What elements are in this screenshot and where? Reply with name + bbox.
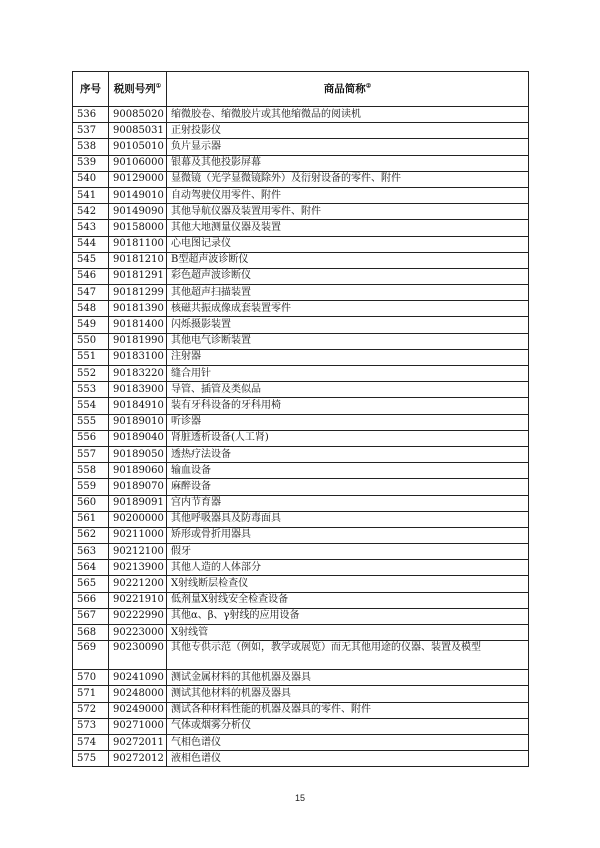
name-cell: 其他专供示范（例如，教学或展览）而无其他用途的仪器、装置及模型 [167, 641, 529, 670]
page-number: 15 [294, 793, 305, 803]
seq-cell: 550 [73, 333, 109, 349]
seq-cell: 553 [73, 382, 109, 398]
name-cell: 显微镜（光学显微镜除外）及衍射设备的零件、附件 [167, 171, 529, 187]
table-row [73, 414, 529, 430]
name-cell: 液相色谱仪 [167, 751, 529, 767]
seq-cell: 548 [73, 301, 109, 317]
seq-cell: 540 [73, 171, 109, 187]
table-row [73, 544, 529, 560]
seq-cell: 561 [73, 511, 109, 527]
seq-cell: 572 [73, 702, 109, 718]
table-row [73, 560, 529, 576]
seq-cell: 551 [73, 349, 109, 365]
table-row [73, 139, 529, 155]
table-row [73, 463, 529, 479]
name-cell: B型超声波诊断仪 [167, 252, 529, 268]
name-cell: 其他电气诊断装置 [167, 333, 529, 349]
name-cell: 宫内节育器 [167, 495, 529, 511]
code-cell: 90106000 [109, 155, 167, 171]
seq-cell: 538 [73, 139, 109, 155]
name-cell: 负片显示器 [167, 139, 529, 155]
table-row [73, 220, 529, 236]
table-row [73, 718, 529, 734]
name-cell: X射线断层检查仪 [167, 576, 529, 592]
name-cell: 缝合用针 [167, 366, 529, 382]
code-cell: 90221910 [109, 592, 167, 608]
seq-cell: 557 [73, 446, 109, 462]
code-cell: 90272012 [109, 751, 167, 767]
seq-cell: 539 [73, 155, 109, 171]
seq-cell: 575 [73, 751, 109, 767]
table-row [73, 252, 529, 268]
seq-cell: 569 [73, 641, 109, 670]
table-row [73, 317, 529, 333]
code-cell: 90181100 [109, 236, 167, 252]
seq-cell: 552 [73, 366, 109, 382]
seq-cell: 556 [73, 430, 109, 446]
code-cell: 90189050 [109, 446, 167, 462]
table-row [73, 301, 529, 317]
code-cell: 90200000 [109, 511, 167, 527]
code-cell: 90181400 [109, 317, 167, 333]
name-cell: 缩微胶卷、缩微胶片或其他缩微品的阅读机 [167, 107, 529, 123]
name-cell: 测试金属材料的其他机器及器具 [167, 670, 529, 686]
code-cell: 90189091 [109, 495, 167, 511]
seq-cell: 544 [73, 236, 109, 252]
table-row [73, 398, 529, 414]
code-cell: 90189060 [109, 463, 167, 479]
table-row [73, 592, 529, 608]
table-row [73, 527, 529, 543]
table-row [73, 123, 529, 139]
seq-cell: 562 [73, 527, 109, 543]
name-cell: 其他人造的人体部分 [167, 560, 529, 576]
table-row [73, 107, 529, 123]
name-cell: 输血设备 [167, 463, 529, 479]
seq-cell: 571 [73, 686, 109, 702]
name-cell: X射线管 [167, 625, 529, 641]
table-row [73, 625, 529, 641]
table-row [73, 430, 529, 446]
table-row [73, 479, 529, 495]
name-cell: 彩色超声波诊断仪 [167, 268, 529, 284]
seq-cell: 543 [73, 220, 109, 236]
table-row [73, 734, 529, 750]
seq-cell: 559 [73, 479, 109, 495]
seq-cell: 563 [73, 544, 109, 560]
footnote-marker-1: ① [155, 82, 162, 90]
name-cell: 气体或烟雾分析仪 [167, 718, 529, 734]
seq-cell: 537 [73, 123, 109, 139]
code-cell: 90158000 [109, 220, 167, 236]
table-row [73, 511, 529, 527]
table-row [73, 236, 529, 252]
code-cell: 90222990 [109, 608, 167, 624]
table-row [73, 187, 529, 203]
seq-cell: 546 [73, 268, 109, 284]
table-row [73, 702, 529, 718]
table-row [73, 670, 529, 686]
tariff-table [72, 71, 529, 767]
code-cell: 90189040 [109, 430, 167, 446]
code-cell: 90181210 [109, 252, 167, 268]
name-cell: 测试各种材料性能的机器及器具的零件、附件 [167, 702, 529, 718]
code-cell: 90181390 [109, 301, 167, 317]
seq-cell: 536 [73, 107, 109, 123]
seq-cell: 558 [73, 463, 109, 479]
code-cell: 90184910 [109, 398, 167, 414]
table-row [73, 686, 529, 702]
code-cell: 90241090 [109, 670, 167, 686]
seq-cell: 565 [73, 576, 109, 592]
name-cell: 矫形或骨折用器具 [167, 527, 529, 543]
code-cell: 90181291 [109, 268, 167, 284]
seq-cell: 554 [73, 398, 109, 414]
table-row [73, 446, 529, 462]
header-seq: 序号 [73, 72, 109, 107]
code-cell: 90149010 [109, 187, 167, 203]
name-cell: 听诊器 [167, 414, 529, 430]
code-cell: 90221200 [109, 576, 167, 592]
code-cell: 90085031 [109, 123, 167, 139]
table-row [73, 495, 529, 511]
table-row [73, 204, 529, 220]
code-cell: 90183220 [109, 366, 167, 382]
seq-cell: 566 [73, 592, 109, 608]
header-name: 商品简称② [167, 72, 529, 107]
name-cell: 假牙 [167, 544, 529, 560]
code-cell: 90249000 [109, 702, 167, 718]
code-cell: 90248000 [109, 686, 167, 702]
code-cell: 90189010 [109, 414, 167, 430]
table-row [73, 751, 529, 767]
name-cell: 正射投影仪 [167, 123, 529, 139]
table-row [73, 333, 529, 349]
seq-cell: 573 [73, 718, 109, 734]
name-cell: 其他呼吸器具及防毒面具 [167, 511, 529, 527]
table-row [73, 349, 529, 365]
name-cell: 低剂量X射线安全检查设备 [167, 592, 529, 608]
seq-cell: 574 [73, 734, 109, 750]
seq-cell: 568 [73, 625, 109, 641]
seq-cell: 541 [73, 187, 109, 203]
seq-cell: 542 [73, 204, 109, 220]
name-cell: 其他导航仪器及装置用零件、附件 [167, 204, 529, 220]
table-row [73, 171, 529, 187]
name-cell: 测试其他材料的机器及器具 [167, 686, 529, 702]
code-cell: 90271000 [109, 718, 167, 734]
name-cell: 装有牙科设备的牙科用椅 [167, 398, 529, 414]
code-cell: 90223000 [109, 625, 167, 641]
table-row [73, 608, 529, 624]
name-cell: 其他大地测量仪器及装置 [167, 220, 529, 236]
code-cell: 90105010 [109, 139, 167, 155]
seq-cell: 567 [73, 608, 109, 624]
code-cell: 90212100 [109, 544, 167, 560]
header-code: 税则号列① [109, 72, 167, 107]
code-cell: 90230090 [109, 641, 167, 670]
seq-cell: 555 [73, 414, 109, 430]
name-cell: 注射器 [167, 349, 529, 365]
name-cell: 其他超声扫描装置 [167, 285, 529, 301]
table-row [73, 155, 529, 171]
name-cell: 其他α、β、γ射线的应用设备 [167, 608, 529, 624]
name-cell: 导管、插管及类似品 [167, 382, 529, 398]
name-cell: 气相色谱仪 [167, 734, 529, 750]
table-row [73, 366, 529, 382]
seq-cell: 570 [73, 670, 109, 686]
code-cell: 90189070 [109, 479, 167, 495]
seq-cell: 564 [73, 560, 109, 576]
seq-cell: 549 [73, 317, 109, 333]
code-cell: 90181990 [109, 333, 167, 349]
seq-cell: 547 [73, 285, 109, 301]
name-cell: 闪烁摄影装置 [167, 317, 529, 333]
name-cell: 透热疗法设备 [167, 446, 529, 462]
table-row [73, 576, 529, 592]
code-cell: 90149090 [109, 204, 167, 220]
table-body [73, 107, 529, 767]
table-row [73, 382, 529, 398]
code-cell: 90211000 [109, 527, 167, 543]
code-cell: 90272011 [109, 734, 167, 750]
table-row [73, 285, 529, 301]
code-cell: 90183100 [109, 349, 167, 365]
code-cell: 90085020 [109, 107, 167, 123]
name-cell: 核磁共振成像成套装置零件 [167, 301, 529, 317]
seq-cell: 545 [73, 252, 109, 268]
name-cell: 心电图记录仪 [167, 236, 529, 252]
code-cell: 90213900 [109, 560, 167, 576]
name-cell: 自动驾驶仪用零件、附件 [167, 187, 529, 203]
table-header-row [73, 72, 529, 107]
seq-cell: 560 [73, 495, 109, 511]
code-cell: 90183900 [109, 382, 167, 398]
name-cell: 麻醉设备 [167, 479, 529, 495]
code-cell: 90129000 [109, 171, 167, 187]
name-cell: 肾脏透析设备(人工肾) [167, 430, 529, 446]
footnote-marker-2: ② [365, 82, 372, 90]
name-cell: 银幕及其他投影屏幕 [167, 155, 529, 171]
code-cell: 90181299 [109, 285, 167, 301]
table-row [73, 268, 529, 284]
table-row [73, 641, 529, 670]
